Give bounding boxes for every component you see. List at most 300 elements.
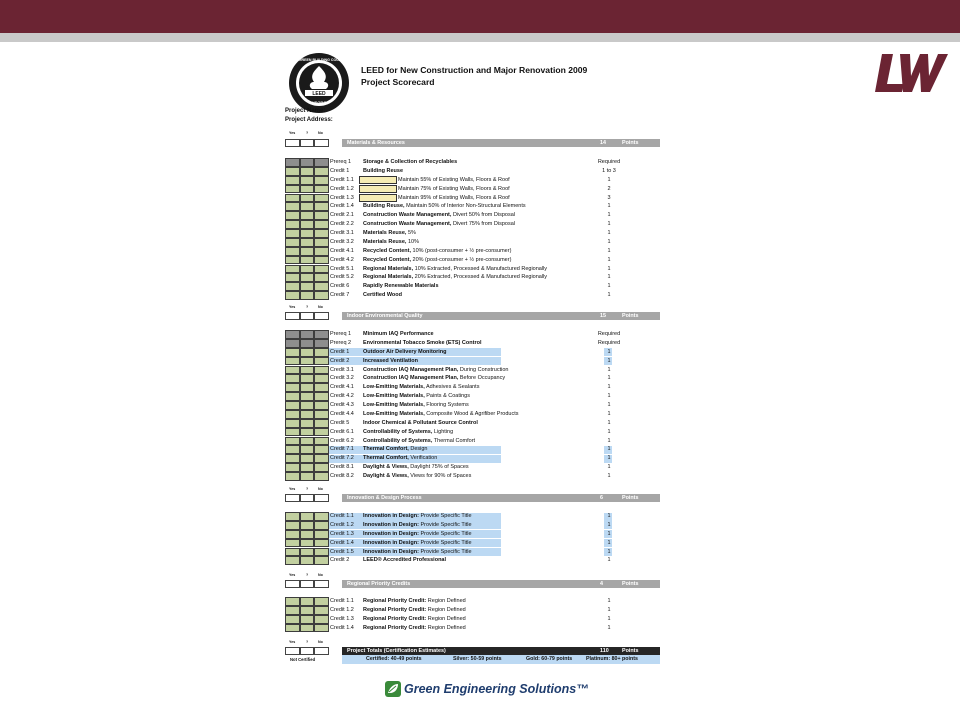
leaf-icon (385, 681, 401, 697)
credit-name-bold: Building Reuse, (363, 203, 405, 210)
maybe-checkbox[interactable] (300, 530, 315, 539)
yes-checkbox[interactable] (285, 256, 300, 265)
yes-checkbox[interactable] (285, 428, 300, 437)
no-checkbox[interactable] (314, 597, 329, 606)
yes-checkbox[interactable] (285, 548, 300, 557)
maybe-checkbox[interactable] (300, 445, 315, 454)
yes-checkbox[interactable] (285, 211, 300, 220)
credit-points: 1 (607, 446, 611, 453)
credit-name-bold: Construction Waste Management, (363, 212, 452, 219)
section-points-unit: Points (622, 313, 639, 319)
credit-code: Credit 8.2 (330, 473, 354, 480)
credit-name (363, 159, 457, 165)
maybe-checkbox[interactable] (300, 194, 315, 203)
credit-name-detail: During Construction (458, 366, 509, 373)
credit-name (363, 522, 472, 528)
credit-points: 1 (607, 539, 611, 546)
credit-points: 1 (607, 455, 611, 462)
credit-name-bold: Controllability of Systems, (363, 437, 433, 444)
no-checkbox[interactable] (314, 357, 329, 366)
maybe-checkbox[interactable] (300, 615, 315, 624)
credit-row (285, 339, 665, 348)
section-maybe-total (300, 580, 315, 588)
section-yes-total (285, 139, 300, 147)
maybe-checkbox[interactable] (300, 597, 315, 606)
credit-name-bold: Increased Ventilation (363, 357, 419, 364)
credit-name-detail: Paints & Coatings (424, 393, 470, 400)
credit-row (285, 194, 665, 203)
section-yes-total (285, 580, 300, 588)
section-points: 4 (600, 581, 603, 587)
section-points-unit: Points (622, 581, 639, 587)
credit-points: 1 (607, 473, 611, 480)
credit-row (285, 330, 665, 339)
credit-name (363, 616, 466, 622)
yes-checkbox[interactable] (285, 615, 300, 624)
yes-checkbox[interactable] (285, 167, 300, 176)
maybe-checkbox[interactable] (300, 374, 315, 383)
credit-name (363, 257, 511, 263)
credit-code: Credit 4.2 (330, 256, 354, 263)
credit-code: Credit 1 (330, 348, 350, 355)
credit-name (363, 367, 508, 373)
maybe-checkbox[interactable] (300, 158, 315, 167)
no-checkbox[interactable] (314, 256, 329, 265)
credit-name (363, 429, 453, 435)
yes-checkbox[interactable] (285, 366, 300, 375)
lw-logo (874, 52, 948, 94)
credit-name (363, 274, 547, 280)
credit-name-bold: Innovation in Design: (363, 530, 419, 537)
maybe-checkbox[interactable] (300, 410, 315, 419)
maybe-checkbox[interactable] (300, 624, 315, 633)
credit-name-bold: LEED® Accredited Professional (363, 557, 447, 564)
credit-name-detail: Lighting (432, 428, 454, 435)
maybe-checkbox[interactable] (300, 428, 315, 437)
no-checkbox[interactable] (314, 463, 329, 472)
yes-checkbox[interactable] (285, 330, 300, 339)
credit-row (285, 176, 665, 185)
maybe-checkbox[interactable] (300, 383, 315, 392)
yes-checkbox[interactable] (285, 273, 300, 282)
maybe-checkbox[interactable] (300, 220, 315, 229)
yes-checkbox[interactable] (285, 383, 300, 392)
maybe-checkbox[interactable] (300, 282, 315, 291)
yes-checkbox[interactable] (285, 158, 300, 167)
credit-name-bold: Thermal Comfort, (363, 455, 409, 462)
credit-name-detail: Provide Specific Title (418, 521, 472, 528)
credit-row (285, 265, 665, 274)
yes-checkbox[interactable] (285, 539, 300, 548)
credit-name-detail: 5% (406, 230, 416, 237)
maybe-checkbox[interactable] (300, 330, 315, 339)
credit-name-detail: Divert 50% from Disposal (451, 212, 515, 219)
credit-name (363, 331, 434, 337)
no-checkbox[interactable] (314, 472, 329, 481)
credit-name (363, 455, 437, 461)
credit-name-bold: Innovation in Design: (363, 539, 419, 546)
yes-checkbox[interactable] (285, 530, 300, 539)
no-checkbox[interactable] (314, 176, 329, 185)
credit-row (285, 282, 665, 291)
yes-checkbox[interactable] (285, 437, 300, 446)
yes-checkbox[interactable] (285, 512, 300, 521)
yes-checkbox[interactable] (285, 521, 300, 530)
yes-checkbox[interactable] (285, 472, 300, 481)
maybe-checkbox[interactable] (300, 419, 315, 428)
credit-points: 1 (607, 402, 611, 409)
column-no-label: No (318, 131, 323, 135)
credit-points: 1 (607, 292, 611, 299)
column-yes-label: Yes (289, 573, 296, 577)
credit-name-bold: Low-Emitting Materials, (363, 402, 425, 409)
credit-points: 1 (607, 247, 611, 254)
no-checkbox[interactable] (314, 238, 329, 247)
yes-checkbox[interactable] (285, 454, 300, 463)
credit-code: Credit 1.4 (330, 624, 354, 631)
credit-code: Credit 6 (330, 283, 350, 290)
credit-name-bold: Controllability of Systems, (363, 428, 433, 435)
no-checkbox[interactable] (314, 615, 329, 624)
maybe-checkbox[interactable] (300, 247, 315, 256)
yes-checkbox[interactable] (285, 247, 300, 256)
credit-name (363, 607, 466, 613)
points-input-box[interactable] (359, 194, 397, 201)
maybe-checkbox[interactable] (300, 357, 315, 366)
no-checkbox[interactable] (314, 220, 329, 229)
credit-row (285, 512, 665, 521)
credit-points: 1 (607, 606, 611, 613)
section-yes-total (285, 312, 300, 320)
maybe-checkbox[interactable] (300, 265, 315, 274)
credit-name-detail: Provide Specific Title (418, 548, 472, 555)
credit-code: Credit 4.1 (330, 384, 354, 391)
credit-name-bold: Outdoor Air Delivery Monitoring (363, 348, 447, 355)
yes-checkbox[interactable] (285, 202, 300, 211)
yes-checkbox[interactable] (285, 194, 300, 203)
credit-code: Credit 1.4 (330, 203, 354, 210)
credit-row (285, 437, 665, 446)
credit-row (285, 366, 665, 375)
credit-name-detail: Thermal Comfort (432, 437, 476, 444)
yes-checkbox[interactable] (285, 348, 300, 357)
no-checkbox[interactable] (314, 339, 329, 348)
column-maybe-label: ? (306, 573, 309, 577)
section-points: 6 (600, 495, 603, 501)
no-checkbox[interactable] (314, 454, 329, 463)
credit-row (285, 556, 665, 565)
column-maybe-label: ? (306, 305, 309, 309)
credit-name-detail: Divert 75% from Disposal (451, 221, 515, 228)
yes-checkbox[interactable] (285, 220, 300, 229)
credit-name-bold: Construction IAQ Management Plan, (363, 366, 459, 373)
credit-code: Credit 4.2 (330, 393, 354, 400)
section-header-regional (342, 580, 660, 588)
no-checkbox[interactable] (314, 202, 329, 211)
no-checkbox[interactable] (314, 273, 329, 282)
credit-code: Credit 2 (330, 557, 350, 564)
section-header-innovation (342, 494, 660, 502)
section-no-total (314, 580, 329, 588)
maybe-checkbox[interactable] (300, 167, 315, 176)
yes-checkbox[interactable] (285, 374, 300, 383)
yes-checkbox[interactable] (285, 410, 300, 419)
yes-checkbox[interactable] (285, 229, 300, 238)
no-checkbox[interactable] (314, 401, 329, 410)
credit-code: Credit 1.1 (330, 598, 354, 604)
no-checkbox[interactable] (314, 556, 329, 565)
not-certified-label: Not Certified (290, 657, 316, 662)
credit-row (285, 410, 665, 419)
credit-row (285, 454, 665, 463)
maybe-checkbox[interactable] (300, 548, 315, 557)
maybe-checkbox[interactable] (300, 291, 315, 300)
total-yes-box (285, 647, 300, 655)
column-maybe-label: ? (306, 487, 309, 491)
maybe-checkbox[interactable] (300, 437, 315, 446)
yes-checkbox[interactable] (285, 238, 300, 247)
credit-name (363, 393, 470, 399)
maybe-checkbox[interactable] (300, 556, 315, 565)
credit-name (363, 464, 469, 470)
no-checkbox[interactable] (314, 383, 329, 392)
credit-points: Required (597, 159, 621, 165)
credit-name-detail: Maintain 75% of Existing Walls, Floors & Roof (398, 185, 510, 192)
maybe-checkbox[interactable] (300, 176, 315, 185)
no-checkbox[interactable] (314, 548, 329, 557)
yes-checkbox[interactable] (285, 606, 300, 615)
credit-name (363, 473, 471, 479)
no-checkbox[interactable] (314, 410, 329, 419)
no-checkbox[interactable] (314, 428, 329, 437)
credit-row (285, 158, 665, 167)
section-name: Regional Priority Credits (347, 581, 411, 587)
maybe-checkbox[interactable] (300, 454, 315, 463)
credit-name-bold: Certified Wood (363, 292, 403, 299)
yes-checkbox[interactable] (285, 445, 300, 454)
credit-name-detail: 10% (post-consumer + ½ pre-consumer) (410, 247, 512, 254)
credit-name-bold: Regional Priority Credit: (363, 598, 427, 604)
credit-name (363, 248, 511, 254)
no-checkbox[interactable] (314, 282, 329, 291)
credit-row (285, 606, 665, 615)
credit-row (285, 472, 665, 481)
section-name: Innovation & Design Process (347, 495, 422, 501)
maybe-checkbox[interactable] (300, 185, 315, 194)
credit-code: Credit 3.2 (330, 238, 354, 245)
yes-checkbox[interactable] (285, 339, 300, 348)
credit-points: 1 (607, 238, 611, 245)
credit-name-detail: 20% Extracted, Processed & Manufactured Regionally (413, 274, 548, 281)
credit-name (363, 384, 479, 390)
yes-checkbox[interactable] (285, 597, 300, 606)
maybe-checkbox[interactable] (300, 472, 315, 481)
points-input-box[interactable] (359, 176, 397, 183)
section-header-materials (342, 139, 660, 147)
no-checkbox[interactable] (314, 437, 329, 446)
yes-checkbox[interactable] (285, 624, 300, 633)
credit-code: Credit 1.1 (330, 513, 354, 519)
credit-points: Required (597, 331, 621, 337)
yes-checkbox[interactable] (285, 463, 300, 472)
credit-name-detail: 10% (406, 238, 419, 245)
no-checkbox[interactable] (314, 530, 329, 539)
no-checkbox[interactable] (314, 194, 329, 203)
no-checkbox[interactable] (314, 606, 329, 615)
project-totals-bar (342, 647, 660, 655)
credit-points: 1 (607, 419, 611, 426)
maybe-checkbox[interactable] (300, 202, 315, 211)
credit-points: 1 (607, 357, 611, 364)
credit-points: 1 (607, 366, 611, 373)
totals-label: Project Totals (Certification Estimates) (347, 648, 446, 654)
yes-checkbox[interactable] (285, 185, 300, 194)
credit-name-detail: 10% Extracted, Processed & Manufactured Regionally (413, 265, 548, 272)
credit-code: Prereq 2 (330, 339, 352, 346)
credit-name-bold: Rapidly Renewable Materials (363, 283, 439, 290)
maybe-checkbox[interactable] (300, 211, 315, 220)
credit-name-detail: Region Defined (426, 615, 466, 622)
points-input-box[interactable] (359, 185, 397, 192)
credit-name-bold: Materials Reuse, (363, 230, 407, 237)
credit-points: 1 (607, 624, 611, 631)
credit-code: Credit 1.3 (330, 194, 354, 201)
no-checkbox[interactable] (314, 247, 329, 256)
credit-points: Required (597, 339, 621, 346)
credit-points: 1 (607, 265, 611, 272)
credit-name-bold: Daylight & Views, (363, 473, 409, 480)
yes-checkbox[interactable] (285, 419, 300, 428)
credit-points: 1 (607, 375, 611, 382)
maybe-checkbox[interactable] (300, 463, 315, 472)
no-checkbox[interactable] (314, 265, 329, 274)
maybe-checkbox[interactable] (300, 521, 315, 530)
no-checkbox[interactable] (314, 419, 329, 428)
no-checkbox[interactable] (314, 374, 329, 383)
no-checkbox[interactable] (314, 211, 329, 220)
credit-name-bold: Indoor Chemical & Pollutant Source Control (363, 419, 478, 426)
credit-name (363, 203, 526, 209)
no-checkbox[interactable] (314, 158, 329, 167)
total-maybe-box (300, 647, 315, 655)
no-checkbox[interactable] (314, 512, 329, 521)
no-checkbox[interactable] (314, 624, 329, 633)
top-brand-bar (0, 0, 960, 33)
credit-row (285, 539, 665, 548)
credit-code: Credit 6.1 (330, 428, 354, 435)
no-checkbox[interactable] (314, 366, 329, 375)
yes-checkbox[interactable] (285, 176, 300, 185)
credit-points: 2 (607, 185, 611, 192)
top-gray-strip (0, 33, 960, 42)
credit-code: Credit 1 (330, 167, 350, 174)
credit-name-detail: Views for 90% of Spaces (408, 473, 472, 480)
yes-checkbox[interactable] (285, 556, 300, 565)
platinum-level: Platinum: 80+ points (586, 656, 638, 663)
yes-checkbox[interactable] (285, 357, 300, 366)
no-checkbox[interactable] (314, 330, 329, 339)
credit-points: 1 (607, 212, 611, 219)
credit-code: Credit 7.2 (330, 455, 354, 462)
no-checkbox[interactable] (314, 539, 329, 548)
gold-level: Gold: 60-79 points (526, 656, 573, 663)
credit-code: Credit 3.1 (330, 366, 354, 373)
credit-name-detail: Provide Specific Title (418, 513, 472, 519)
credit-points: 1 (607, 615, 611, 622)
credit-row (285, 229, 665, 238)
maybe-checkbox[interactable] (300, 339, 315, 348)
no-checkbox[interactable] (314, 291, 329, 300)
section-points-unit: Points (622, 140, 639, 146)
credit-row (285, 273, 665, 282)
credit-points: 1 (607, 256, 611, 263)
yes-checkbox[interactable] (285, 265, 300, 274)
credit-row (285, 348, 665, 357)
no-checkbox[interactable] (314, 167, 329, 176)
footer-company-name: Green Engineering Solutions™ (404, 682, 589, 696)
section-maybe-total (300, 312, 315, 320)
no-checkbox[interactable] (314, 348, 329, 357)
maybe-checkbox[interactable] (300, 539, 315, 548)
yes-checkbox[interactable] (285, 401, 300, 410)
credit-name-bold: Innovation in Design: (363, 513, 419, 519)
maybe-checkbox[interactable] (300, 606, 315, 615)
maybe-checkbox[interactable] (300, 229, 315, 238)
credit-code: Credit 7 (330, 292, 350, 299)
credit-name (363, 513, 472, 519)
credit-name (363, 358, 418, 364)
yes-checkbox[interactable] (285, 392, 300, 401)
credit-row (285, 401, 665, 410)
credit-row (285, 597, 665, 606)
maybe-checkbox[interactable] (300, 392, 315, 401)
credit-code: Credit 8.1 (330, 464, 354, 471)
maybe-checkbox[interactable] (300, 238, 315, 247)
credit-points: 1 (607, 274, 611, 281)
maybe-checkbox[interactable] (300, 256, 315, 265)
yes-checkbox[interactable] (285, 291, 300, 300)
maybe-checkbox[interactable] (300, 512, 315, 521)
no-checkbox[interactable] (314, 392, 329, 401)
section-name: Materials & Resources (347, 140, 405, 146)
credit-name (363, 438, 475, 444)
credit-name (363, 340, 481, 346)
credit-name (363, 168, 403, 174)
credit-code: Credit 4.1 (330, 247, 354, 254)
silver-level: Silver: 50-59 points (453, 656, 502, 663)
no-checkbox[interactable] (314, 229, 329, 238)
credit-name-bold: Innovation in Design: (363, 548, 419, 555)
credit-name-bold: Low-Emitting Materials, (363, 410, 425, 417)
credit-row (285, 238, 665, 247)
maybe-checkbox[interactable] (300, 401, 315, 410)
no-checkbox[interactable] (314, 521, 329, 530)
no-checkbox[interactable] (314, 445, 329, 454)
credit-code: Credit 4.3 (330, 402, 354, 409)
credit-points: 1 (607, 283, 611, 290)
credit-name-bold: Regional Priority Credit: (363, 606, 427, 613)
credit-name (363, 266, 547, 272)
yes-checkbox[interactable] (285, 282, 300, 291)
credit-name-bold: Low-Emitting Materials, (363, 384, 425, 391)
credit-name-bold: Low-Emitting Materials, (363, 393, 425, 400)
no-checkbox[interactable] (314, 185, 329, 194)
maybe-checkbox[interactable] (300, 366, 315, 375)
maybe-checkbox[interactable] (300, 348, 315, 357)
credit-points: 1 (607, 410, 611, 417)
credit-name (363, 375, 505, 381)
maybe-checkbox[interactable] (300, 273, 315, 282)
